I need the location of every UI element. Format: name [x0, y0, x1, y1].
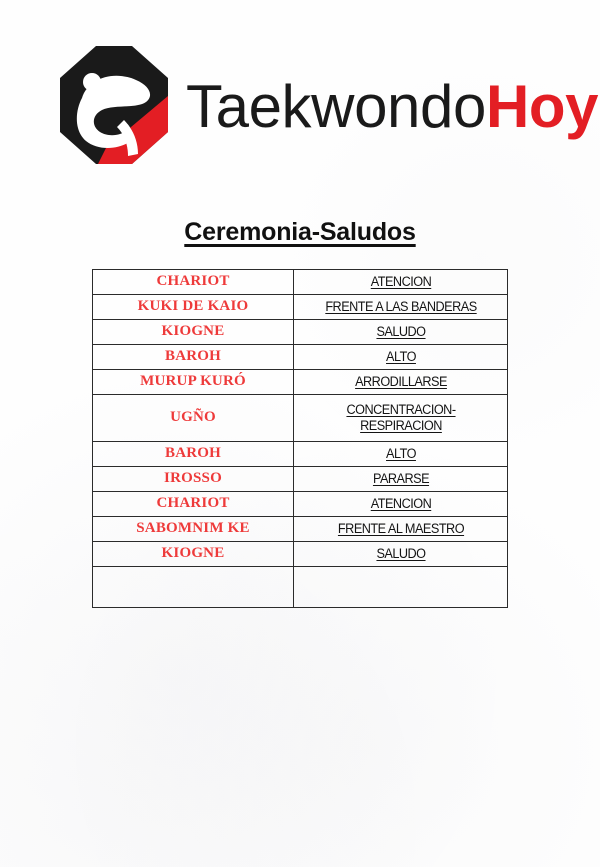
term-cell [93, 567, 294, 608]
table-row [93, 492, 508, 517]
term-cell: MURUP KURÓ [93, 370, 294, 395]
table-row [93, 345, 508, 370]
brand-wordmark [186, 73, 599, 140]
table-row [93, 270, 508, 295]
meaning-cell [300, 492, 501, 517]
meaning-line: SALUDO [375, 323, 426, 339]
meaning-cell [300, 567, 501, 608]
brand-word-primary: Taekwondo [186, 73, 486, 140]
meaning-cell [300, 442, 501, 467]
table-row [93, 295, 508, 320]
table-row [93, 542, 508, 567]
terms-table [92, 269, 508, 608]
term-cell: KIOGNE [93, 320, 294, 345]
term-cell: CHARIOT [93, 270, 294, 295]
table-row [93, 567, 508, 608]
meaning-cell [300, 345, 501, 370]
term-cell: KUKI DE KAIO [93, 295, 294, 320]
meaning-line: FRENTE A LAS BANDERAS [324, 298, 477, 314]
term-cell: KIOGNE [93, 542, 294, 567]
term-cell: BAROH [93, 442, 294, 467]
meaning-cell [300, 370, 501, 395]
meaning-line: ALTO [385, 348, 416, 364]
term-cell: CHARIOT [93, 492, 294, 517]
meaning-line: SALUDO [375, 545, 426, 561]
table-row [93, 320, 508, 345]
page-title: Ceremonia-Saludos [184, 218, 416, 246]
meaning-cell [300, 295, 501, 320]
meaning-cell [300, 395, 501, 442]
meaning-cell [300, 467, 501, 492]
term-cell: IROSSO [93, 467, 294, 492]
meaning-line: FRENTE AL MAESTRO [337, 520, 464, 536]
meaning-line: RESPIRACION [359, 418, 442, 433]
meaning-line: ATENCION [370, 273, 431, 289]
table-row [93, 442, 508, 467]
table-row [93, 395, 508, 442]
meaning-cell [300, 517, 501, 542]
table-row [93, 517, 508, 542]
meaning-cell [300, 320, 501, 345]
brand-word-accent: Hoy [485, 73, 599, 140]
meaning-cell [300, 270, 501, 295]
meaning-line: CONCENTRACION- [345, 401, 456, 417]
meaning-line: ATENCION [370, 495, 431, 511]
taekwondo-octagon-kick-logo-icon [58, 44, 170, 166]
term-cell: BAROH [93, 345, 294, 370]
brand-header [58, 42, 599, 168]
terms-table-body [93, 270, 508, 608]
table-row [93, 370, 508, 395]
term-cell: UGÑO [93, 395, 294, 442]
meaning-line: ALTO [385, 445, 416, 461]
table-row [93, 467, 508, 492]
meaning-line: PARARSE [372, 470, 429, 486]
term-cell: SABOMNIM KE [93, 517, 294, 542]
meaning-line: ARRODILLARSE [354, 373, 447, 389]
meaning-cell [300, 542, 501, 567]
